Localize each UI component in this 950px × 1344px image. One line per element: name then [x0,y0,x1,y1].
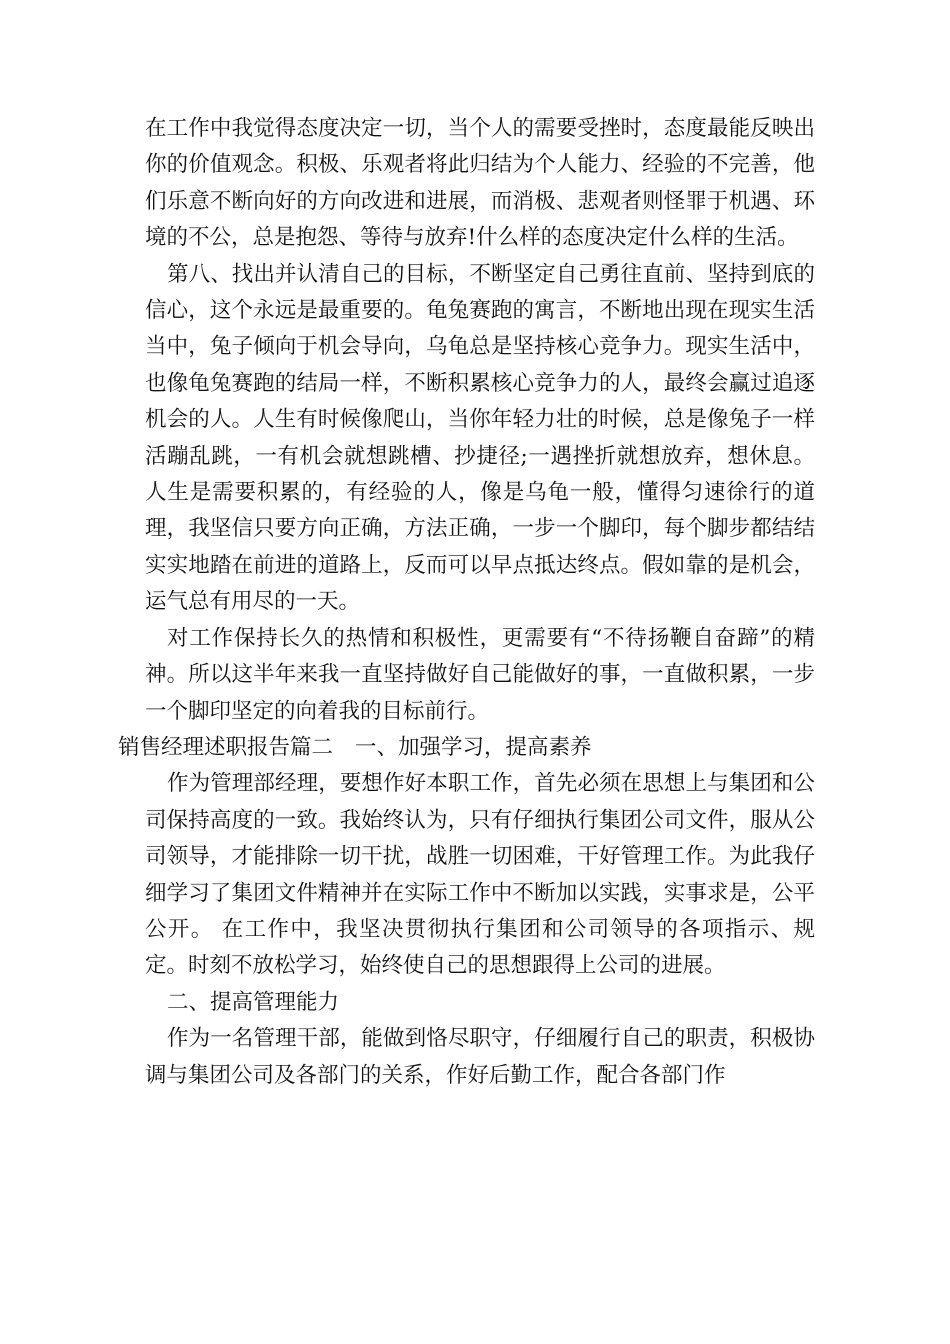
paragraph-attitude: 在工作中我觉得态度决定一切，当个人的需要受挫时，态度最能反映出你的价值观念。积极、乐观者将此归结为个人能力、经验的不完善，他们乐意不断向好的方向改进和进展，而消极、悲观者则怪罪于机遇、环境的不公，总是抱怨、等待与放弃!什么样的态度决定什么样的生活。 [145,116,815,251]
document-page [118,111,815,1094]
section-title: 销售经理述职报告篇二 [118,734,334,760]
paragraph-duties: 作为一名管理干部，能做到恪尽职守，仔细履行自己的职责，积极协调与集团公司及各部门的关系，作好后勤工作，配合各部门作 [145,1026,815,1088]
paragraph-enthusiasm: 对工作保持长久的热情和积极性，更需要有“不待扬鞭自奋蹄”的精神。所以这半年来我一直坚持做好自己能做好的事，一直做积累，一步一个脚印坚定的向着我的目标前行。 [145,625,815,724]
section-heading [118,730,815,766]
section-subtitle: 一、加强学习，提高素养 [355,734,592,760]
paragraph-goal: 第八、找出并认清自己的目标，不断坚定自己勇往直前、坚持到底的信心，这个永远是最重要的。龟兔赛跑的寓言，不断地出现在现实生活当中，兔子倾向于机会导向，乌龟总是坚持核心竞争力。现实生活中，也像龟兔赛跑的结局一样，不断积累核心竞争力的人，最终会赢过追逐机会的人。人生有时候像爬山，当你年轻力壮的时候，总是像兔子一样活蹦乱跳，一有机会就想跳槽、抄捷径;一遇挫折就想放弃，想休息。人生是需要积累的，有经验的人，像是乌龟一般，懂得匀速徐行的道理，我坚信只要方向正确，方法正确，一步一个脚印，每个脚步都结结实实地踏在前进的道路上，反而可以早点抵达终点。假如靠的是机会，运气总有用尽的一天。 [145,261,815,615]
paragraph-learning: 作为管理部经理，要想作好本职工作，首先必须在思想上与集团和公司保持高度的一致。我始终认为，只有仔细执行集团公司文件，服从公司领导，才能排除一切干扰，战胜一切困难，干好管理工作。为此我仔细学习了集团文件精神并在实际工作中不断加以实践，实事求是，公平公开。 在工作中，我坚决贯彻执行集团和公司领导的各项指示、规定。时刻不放松学习，始终使自己的思想跟得上公司的进展。 [145,771,815,979]
subheading-management: 二、提高管理能力 [167,989,340,1015]
